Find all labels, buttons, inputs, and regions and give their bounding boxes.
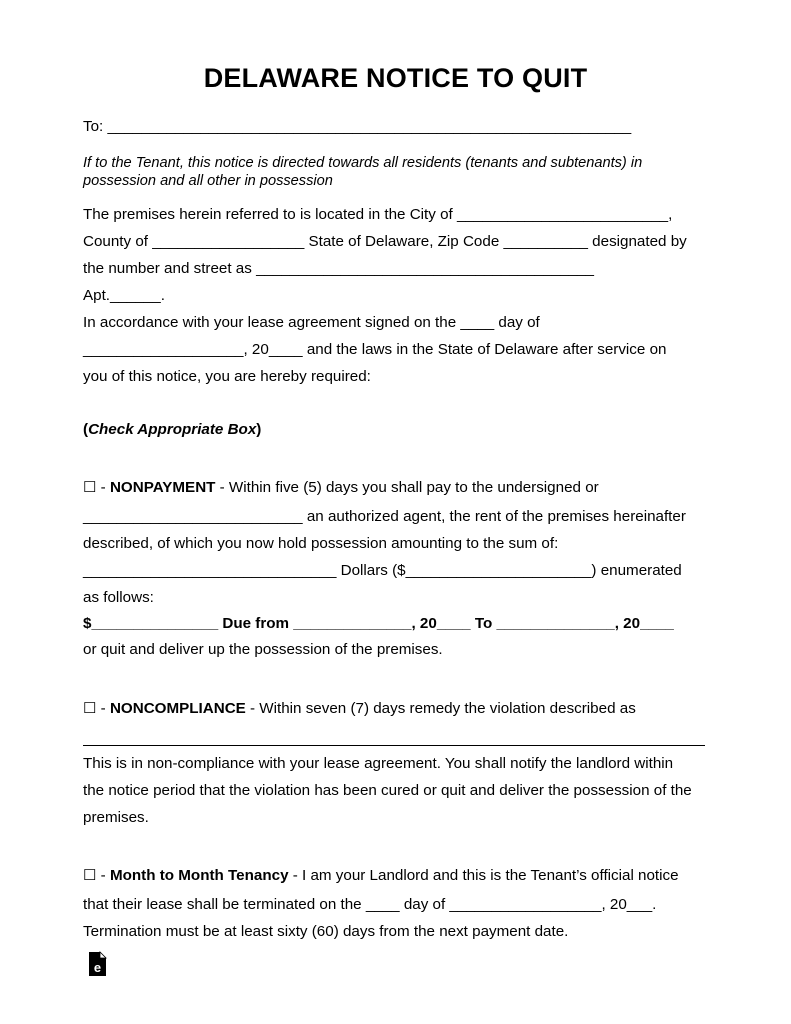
noncompliance-line-1 xyxy=(83,700,636,718)
premises-line-2: County of __________________ State of Delaware, Zip Code __________ designated by xyxy=(83,233,687,250)
nonpayment-line-3: described, of which you now hold possession amounting to the sum of: xyxy=(83,535,559,552)
lease-line-3: you of this notice, you are hereby required: xyxy=(83,368,371,385)
eforms-logo-icon xyxy=(86,951,108,977)
notice-line-1: If to the Tenant, this notice is directed towards all residents (tenants and subtenants) in xyxy=(83,155,643,171)
lease-line-2: ___________________, 20____ and the laws in the State of Delaware after service on xyxy=(83,341,667,358)
nonpayment-dash: - xyxy=(96,479,110,496)
premises-line-1: The premises herein referred to is located in the City of _________________________, xyxy=(83,206,673,223)
premises-line-3: the number and street as ________________________________________ xyxy=(83,260,594,277)
month-to-month-checkbox[interactable]: ☐ xyxy=(83,867,97,884)
noncompliance-line-4: premises. xyxy=(83,809,149,826)
noncompliance-description-line xyxy=(83,745,705,746)
check-label: Check Appropriate Box xyxy=(88,421,257,438)
nonpayment-line-7: or quit and deliver up the possession of the premises. xyxy=(83,641,443,658)
month-to-month-heading: Month to Month Tenancy xyxy=(109,867,289,884)
check-close-paren: ) xyxy=(256,421,262,438)
nonpayment-checkbox[interactable]: ☐ xyxy=(83,479,97,496)
to-line: To: ______________________________________________________________ xyxy=(83,118,632,135)
noncompliance-checkbox[interactable]: ☐ xyxy=(83,700,97,717)
lease-line-1: In accordance with your lease agreement signed on the ____ day of xyxy=(83,314,540,331)
check-appropriate-box-heading xyxy=(83,421,261,439)
noncompliance-line-2: This is in non-compliance with your lease agreement. You shall notify the landlord within xyxy=(83,755,674,772)
month-to-month-dash: - xyxy=(96,867,110,884)
notice-line-2: possession and all other in possession xyxy=(83,173,333,189)
nonpayment-line-5: as follows: xyxy=(83,589,154,606)
check-open-paren: ( xyxy=(83,421,89,438)
nonpayment-line-2: __________________________ an authorized agent, the rent of the premises hereinafter xyxy=(83,508,686,525)
noncompliance-text: - Within seven (7) days remedy the violation described as xyxy=(245,700,636,717)
month-to-month-line-3: Termination must be at least sixty (60) days from the next payment date. xyxy=(83,923,569,940)
nonpayment-heading: NONPAYMENT xyxy=(109,479,216,496)
nonpayment-line-1 xyxy=(83,479,599,497)
noncompliance-heading: NONCOMPLIANCE xyxy=(109,700,246,717)
month-to-month-line-2: that their lease shall be terminated on the ____ day of __________________, 20___. xyxy=(83,896,657,913)
noncompliance-dash: - xyxy=(96,700,110,717)
month-to-month-line-1 xyxy=(83,867,679,885)
noncompliance-line-3: the notice period that the violation has been cured or quit and deliver the possession of the xyxy=(83,782,692,799)
premises-line-4: Apt.______. xyxy=(83,287,165,304)
nonpayment-line-4: ______________________________ Dollars ($______________________) enumerated xyxy=(83,562,682,579)
nonpayment-text: - Within five (5) days you shall pay to the undersigned or xyxy=(215,479,599,496)
month-to-month-text: - I am your Landlord and this is the Tenant’s official notice xyxy=(288,867,679,884)
nonpayment-line-6: $_______________ Due from ______________, 20____ To ______________, 20____ xyxy=(83,615,674,632)
document-title: DELAWARE NOTICE TO QUIT xyxy=(203,63,588,93)
svg-text:e: e xyxy=(93,960,102,975)
